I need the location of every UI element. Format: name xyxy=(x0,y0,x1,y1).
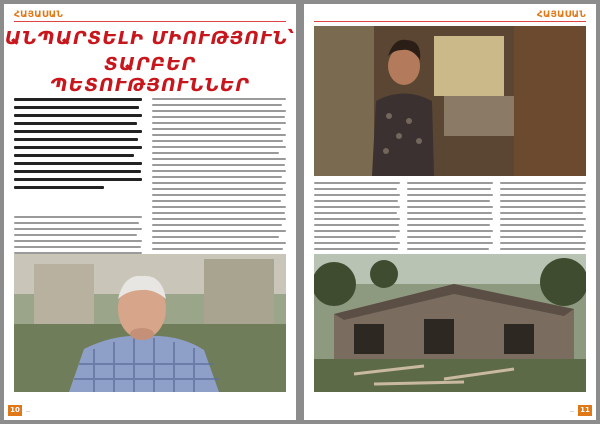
article-title-line1: ԱՆՊԱՐՏԵԼԻ ՄԻՈՒԹՅՈՒՆ՝ xyxy=(4,28,296,49)
body-column-right xyxy=(152,98,286,266)
magazine-logo: ՀԱՅԱՍԱՆ xyxy=(536,10,586,20)
article-title-line2: ՏԱՐԲԵՐ ՊԵՏՈՒԹՅՈՒՆՆԵՐ xyxy=(50,54,250,96)
page-number: 10 xyxy=(8,405,22,416)
magazine-logo: ՀԱՅԱՍԱՆ xyxy=(14,10,64,20)
damaged-building-photo xyxy=(314,254,586,392)
footer-text: — xyxy=(26,409,30,414)
left-page xyxy=(4,4,296,420)
header-rule xyxy=(14,21,286,22)
right-page xyxy=(304,4,596,420)
elderly-man-photo xyxy=(14,254,286,392)
lead-paragraph xyxy=(14,98,142,194)
woman-in-room-photo xyxy=(314,26,586,176)
page-number: 11 xyxy=(578,405,592,416)
header-rule xyxy=(314,21,586,22)
footer-text: — xyxy=(570,409,574,414)
